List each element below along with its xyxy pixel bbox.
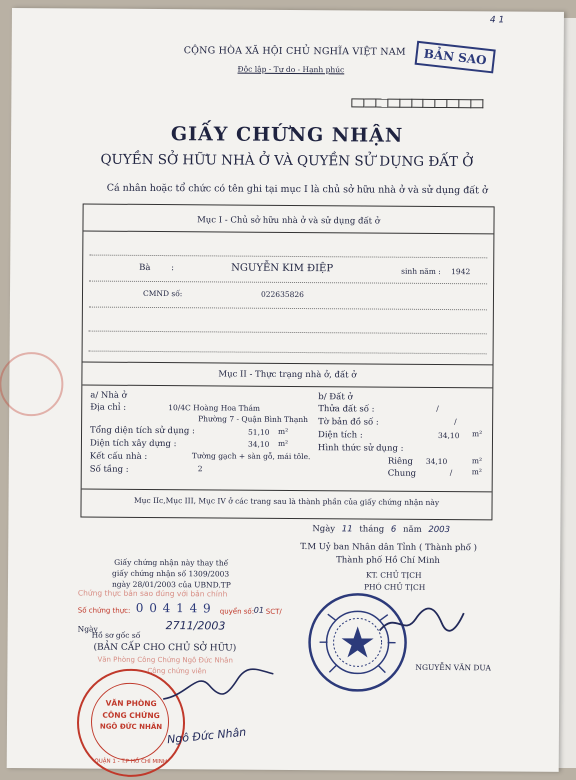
authority: T.M Uỷ ban Nhân dân Tỉnh ( Thành phố ) — [300, 542, 477, 553]
parcel: / — [436, 404, 439, 413]
profile-label: Hồ sơ gốc số — [92, 631, 141, 640]
id-number: 022635826 — [261, 290, 304, 299]
structure-label: Kết cấu nhà : — [90, 452, 148, 462]
private-area: 34,10 — [426, 457, 448, 466]
cert-number: 0 0 4 1 4 9 — [136, 601, 212, 616]
form-table: Mục I - Chủ sở hữu nhà ở và sử dụng đất ở Bà : NGUYỄN KIM ĐIỆP sinh năm : 1942 CMND số: 022635826 Mục II - Thực trạng nhà ở, đất ở a/ Nhà ở Địa chỉ : 10/4C Hoàng Hoa Thám Phường 7 - Quận Bình Thạnh Tổng diện tích sử dụng : 51,10 m² Diện tích xây dựng : 34,10 m² Kết cấu nhà : Tường gạch + sàn gỗ, mái tôle. Số tầng : 2 b/ Đất ở Thửa đất số : / Tờ bản đồ số : / Diện tích : 34,10 m² Hình thức sử dụng : Riêng 34,10 m² Chung / m² Mục IIc,Mục III, Mục IV ở các trang sau là thành phần của giấy chứng nhận này — [80, 203, 494, 520]
owner-name: NGUYỄN KIM ĐIỆP — [231, 263, 333, 275]
date-month: 6 — [391, 525, 396, 535]
book-label: quyển số: — [220, 607, 254, 615]
document-title: GIẤY CHỨNG NHẬN — [11, 122, 563, 148]
notary-stamp: VĂN PHÒNG CÔNG CHỨNG NGÔ ĐỨC NHÂN QUẬN 1 - T.P HỒ CHÍ MINH — [77, 668, 186, 777]
book-suffix: SCT/ — [266, 608, 282, 616]
build-area: 34,10 — [248, 440, 270, 449]
total-area-label: Tổng diện tích sử dụng : — [90, 426, 195, 437]
date-day: 11 — [342, 524, 353, 534]
birth-year: 1942 — [451, 267, 470, 276]
replacement-line2: giấy chứng nhận số 1309/2003 — [112, 569, 229, 579]
house-label: a/ Nhà ở — [90, 391, 127, 401]
section2-heading: Mục II - Thực trạng nhà ở, đất ở — [82, 369, 492, 382]
land-area-label: Diện tích : — [318, 430, 363, 440]
official-signature-icon — [376, 601, 466, 642]
original-date-label: Ngày — [78, 624, 98, 633]
floors: 2 — [198, 464, 203, 473]
motto: Độc lập - Tự do - Hạnh phúc — [238, 65, 345, 75]
issued-to-owner: (BẢN CẤP CHO CHỦ SỞ HỮU) — [94, 643, 237, 654]
id-label: CMND số: — [143, 289, 182, 298]
birth-label: sinh năm : — [401, 267, 441, 276]
address-line1: 10/4C Hoàng Hoa Thám — [168, 403, 260, 413]
build-area-label: Diện tích xây dựng : — [90, 439, 177, 450]
original-date: 2711/2003 — [166, 619, 226, 632]
shared-area: / — [450, 468, 453, 477]
replacement-line1: Giấy chứng nhận này thay thế — [114, 558, 228, 568]
private-label: Riêng — [388, 457, 413, 467]
edge-stamp-fragment — [0, 352, 64, 416]
corner-mark: 4 1 — [490, 15, 504, 25]
certificate-page: 4 1 CỘNG HÒA XÃ HỘI CHỦ NGHĨA VIỆT NAM Độc lập - Tự do - Hạnh phúc BẢN SAO GIẤY CHỨNG NHẬN QUYỀN SỞ HỮU NHÀ Ở VÀ QUYỀN SỬ DỤNG ĐẤT Ở Cá nhân hoặc tổ chức có tên ghi tại mục I là chủ sở hữu nhà ở và sử dụng đất ở Mục I - Chủ sở hữu nhà ở và sử dụng đất ở Bà : NGUYỄN KIM ĐIỆP sinh năm : 1942 CMND số: 022635826 Mục II - Thực trạng nhà ở, đất ở a/ Nhà ở Địa chỉ : 10/4C Hoàng Hoa Thám Phường 7 - Quận Bình Thạnh Tổng diện tích sử dụng : 51,10 m² Diện tích xây dựng : 34,10 m² Kết cấu nhà : Tường gạch + sàn gỗ, mái tôle. Số tầng : 2 b/ Đất ở Thửa đất số : / Tờ bản đồ số : / Diện tích : 34,10 m² Hình thức sử dụng : Riêng 34,10 m² Chung / m² Mục IIc,Mục III, Mục IV ở các trang sau là thành phần của giấy chứng nhận này Ngày 11 tháng 6 năm 2003 T.M Uỷ ban Nhân dân Tỉnh ( Thành phố ) Thành phố Hồ Chí Minh KT. CHỦ TỊCH PHÓ CHỦ TỊCH NGUYỄN VĂN DUA Giấy chứng nhận này thay thế giấy chứng nhận số 1309/2003 ngày 28/01/2003 của UBND.TP Chứng thực bản sao đúng với bản chính Số chứng thực: 0 0 4 1 4 9 quyển số: 01 SCT/ Ngày Hồ sơ gốc số 2711/2003 (BẢN CẤP CHO CHỦ SỞ HỮU) Văn Phòng Công Chứng Ngô Đức Nhân Công chứng viên VĂN PHÒNG CÔNG CHỨNG NGÔ ĐỨC NHÂN QUẬN 1 - T.P HỒ CHÍ MINH Ngô Đức Nhân — [7, 8, 564, 772]
section1-heading: Mục I - Chủ sở hữu nhà ở và sử dụng đất ở — [83, 215, 493, 228]
land-area: 34,10 — [438, 431, 460, 440]
structure: Tường gạch + sàn gỗ, mái tôle. — [192, 451, 311, 461]
cert-number-label: Số chứng thực: — [78, 606, 131, 614]
map-label: Tờ bản đồ số : — [318, 417, 379, 427]
parcel-label: Thửa đất số : — [318, 404, 374, 414]
replacement-line3: ngày 28/01/2003 của UBND.TP — [112, 580, 231, 590]
notary-faint-line: Công chứng viên — [147, 667, 206, 675]
kt-title: KT. CHỦ TỊCH — [366, 570, 422, 579]
intro-text: Cá nhân hoặc tổ chức có tên ghi tại mục I là chủ sở hữu nhà ở và sử dụng đất ở — [107, 183, 488, 197]
shared-label: Chung — [388, 469, 416, 479]
owner-honorific: Bà — [139, 263, 150, 273]
copy-stamp: BẢN SAO — [415, 41, 496, 74]
map: / — [454, 417, 457, 426]
city: Thành phố Hồ Chí Minh — [336, 555, 440, 566]
floors-label: Số tầng : — [90, 465, 129, 475]
date-year: 2003 — [428, 525, 450, 535]
land-label: b/ Đất ở — [318, 392, 352, 402]
office-faint-line: Văn Phòng Công Chứng Ngô Đức Nhân — [97, 656, 233, 665]
document-subtitle: QUYỀN SỞ HỮU NHÀ Ở VÀ QUYỀN SỬ DỤNG ĐẤT Ở — [11, 151, 563, 171]
usage-label: Hình thức sử dụng : — [318, 443, 404, 454]
signer-name: NGUYỄN VĂN DUA — [415, 663, 491, 673]
total-area: 51,10 — [248, 428, 270, 437]
continuation-note: Mục IIc,Mục III, Mục IV ở các trang sau là thành phần của giấy chứng nhận này — [82, 495, 492, 507]
notary-signature-icon — [157, 665, 277, 706]
certified-copy-line: Chứng thực bản sao đúng với bản chính — [78, 588, 227, 598]
address-label: Địa chỉ : — [90, 403, 126, 413]
address-line2: Phường 7 - Quận Bình Thạnh — [198, 414, 308, 424]
book-number: 01 — [254, 606, 264, 615]
notary-signature-text: Ngô Đức Nhân — [166, 726, 246, 747]
nation-header: CỘNG HÒA XÃ HỘI CHỦ NGHĨA VIỆT NAM — [184, 45, 406, 58]
serial-boxes — [351, 98, 483, 108]
vice-title: PHÓ CHỦ TỊCH — [364, 582, 425, 591]
